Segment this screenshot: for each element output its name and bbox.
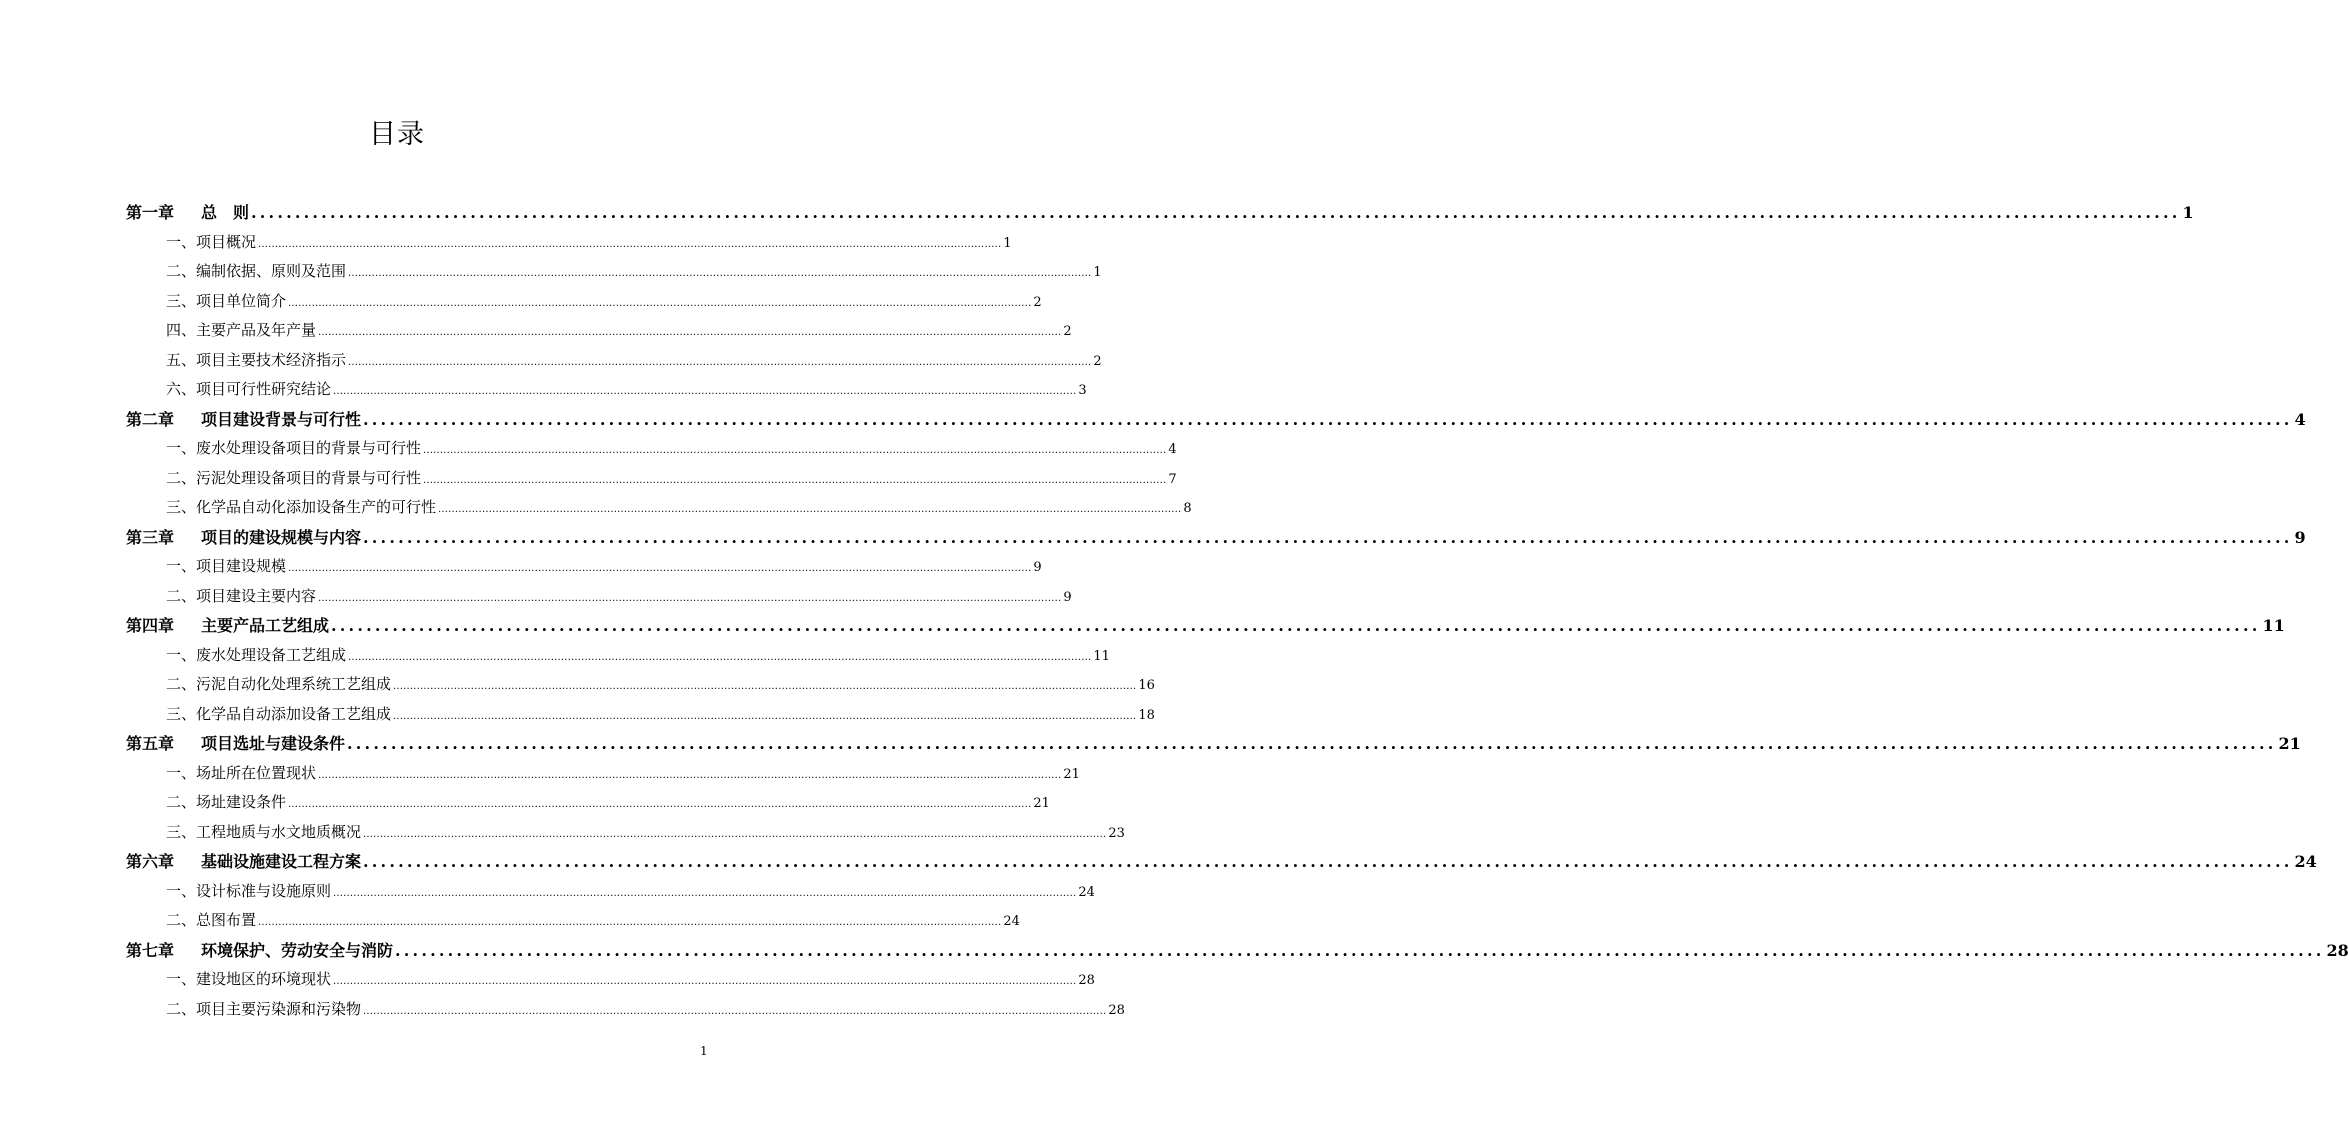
toc-chapter-entry[interactable] bbox=[126, 611, 2285, 641]
toc-chapter-number: 第六章 bbox=[126, 852, 175, 871]
toc-leader-dots: ............................................................................................................................................................................................................................ bbox=[363, 527, 2293, 547]
toc-section-entry[interactable] bbox=[126, 375, 1087, 405]
toc-entry-text: 六、项目可行性研究结论 bbox=[166, 380, 332, 398]
toc-leader-dots: ............................................................................................................................................................................................................................ bbox=[331, 616, 2261, 635]
toc-page-number: 2 bbox=[1063, 324, 1072, 339]
toc-entry-text: 一、废水处理设备工艺组成 bbox=[166, 645, 347, 664]
toc-page-number: 24 bbox=[1003, 914, 1020, 929]
toc-page-number: 18 bbox=[1138, 707, 1155, 723]
toc-entry-text: 二、总图布置 bbox=[166, 911, 257, 929]
toc-page-number: 7 bbox=[1168, 471, 1177, 487]
toc-entry-text: 三、项目单位简介 bbox=[166, 291, 287, 310]
toc-page-number: 11 bbox=[2262, 616, 2285, 635]
toc-entry-text: 三、化学品自动添加设备工艺组成 bbox=[166, 704, 392, 723]
toc-section-entry[interactable] bbox=[126, 228, 1012, 258]
toc-leader-dots: ............................................................................................................................................................................................................................ bbox=[393, 710, 1137, 722]
toc-section-entry[interactable] bbox=[126, 818, 1125, 848]
toc-entry-title bbox=[126, 523, 361, 553]
toc-entry-title bbox=[126, 847, 361, 877]
toc-entry-title bbox=[166, 818, 361, 848]
toc-section-entry[interactable] bbox=[126, 965, 1095, 995]
toc-entry-text: 二、污泥处理设备项目的背景与可行性 bbox=[166, 468, 422, 487]
toc-entry-text: 二、项目建设主要内容 bbox=[166, 586, 317, 605]
toc-chapter-entry[interactable] bbox=[126, 847, 2317, 877]
toc-page-number: 28 bbox=[2326, 940, 2349, 960]
toc-section-entry[interactable] bbox=[126, 582, 1072, 612]
toc-entry-text: 总 则 bbox=[201, 203, 250, 222]
toc-page-number: 9 bbox=[2294, 527, 2306, 547]
toc-entry-title bbox=[126, 405, 361, 435]
toc-entry-text: 二、场址建设条件 bbox=[166, 793, 287, 811]
toc-entry-title bbox=[166, 375, 331, 405]
page-title: 目录 bbox=[369, 119, 425, 150]
toc-page-number: 9 bbox=[1063, 589, 1072, 605]
toc-leader-dots: ............................................................................................................................................................................................................................ bbox=[347, 734, 2277, 753]
toc-entry-text: 二、编制依据、原则及范围 bbox=[166, 262, 347, 280]
toc-entry-text: 一、建设地区的环境现状 bbox=[166, 970, 332, 988]
toc-leader-dots: ............................................................................................................................................................................................................................ bbox=[423, 445, 1167, 456]
toc-leader-dots: ............................................................................................................................................................................................................................ bbox=[333, 386, 1077, 397]
toc-entry-title bbox=[166, 906, 256, 936]
toc-entry-title bbox=[166, 228, 256, 258]
toc-chapter-entry[interactable] bbox=[126, 198, 2194, 228]
toc-page-number: 4 bbox=[2294, 409, 2306, 429]
toc-page-number: 11 bbox=[1093, 648, 1110, 664]
toc-section-entry[interactable] bbox=[126, 700, 1155, 730]
toc-leader-dots: ............................................................................................................................................................................................................................ bbox=[333, 887, 1077, 899]
toc-entry-text: 一、项目概况 bbox=[166, 232, 257, 251]
toc-entry-title bbox=[166, 965, 331, 995]
toc-leader-dots: ............................................................................................................................................................................................................................ bbox=[348, 268, 1092, 279]
toc-entry-text: 二、污泥自动化处理系统工艺组成 bbox=[166, 675, 392, 693]
toc-page-number: 24 bbox=[1078, 884, 1095, 900]
toc-leader-dots: ............................................................................................................................................................................................................................ bbox=[258, 238, 1002, 250]
toc-entry-title bbox=[166, 434, 421, 464]
toc-section-entry[interactable] bbox=[126, 670, 1155, 700]
toc-section-entry[interactable] bbox=[126, 464, 1177, 494]
toc-entry-text: 项目选址与建设条件 bbox=[201, 734, 346, 753]
toc-page-number: 16 bbox=[1138, 678, 1155, 693]
toc-leader-dots: ............................................................................................................................................................................................................................ bbox=[333, 976, 1077, 987]
toc-page-number: 1 bbox=[2182, 203, 2194, 222]
toc-chapter-number: 第一章 bbox=[126, 203, 175, 222]
toc-leader-dots: ............................................................................................................................................................................................................................ bbox=[363, 409, 2293, 429]
toc-entry-title bbox=[166, 995, 361, 1025]
toc-page-number: 21 bbox=[1033, 796, 1050, 811]
toc-chapter-number: 第五章 bbox=[126, 734, 175, 753]
toc-section-entry[interactable] bbox=[126, 641, 1110, 671]
toc-section-entry[interactable] bbox=[126, 788, 1050, 818]
toc-leader-dots: ............................................................................................................................................................................................................................ bbox=[318, 769, 1062, 781]
toc-chapter-entry[interactable] bbox=[126, 523, 2306, 553]
toc-chapter-number: 第七章 bbox=[126, 940, 175, 960]
toc-entry-title bbox=[166, 493, 436, 523]
toc-page-number: 3 bbox=[1078, 383, 1087, 398]
toc-leader-dots: ............................................................................................................................................................................................................................ bbox=[288, 799, 1032, 810]
toc-page-number: 9 bbox=[1033, 560, 1042, 575]
toc-section-entry[interactable] bbox=[126, 995, 1125, 1025]
toc-entry-text: 一、项目建设规模 bbox=[166, 557, 287, 575]
toc-entry-text: 项目建设背景与可行性 bbox=[201, 409, 362, 429]
toc-entry-text: 主要产品工艺组成 bbox=[201, 616, 330, 635]
toc-leader-dots: ............................................................................................................................................................................................................................ bbox=[393, 681, 1137, 692]
toc-chapter-entry[interactable] bbox=[126, 729, 2301, 759]
toc-entry-text: 一、废水处理设备项目的背景与可行性 bbox=[166, 439, 422, 457]
toc-leader-dots: ............................................................................................................................................................................................................................ bbox=[363, 1005, 1107, 1017]
toc-page-number: 24 bbox=[2294, 852, 2317, 871]
toc-leader-dots: ............................................................................................................................................................................................................................ bbox=[288, 563, 1032, 574]
toc-entry-title bbox=[166, 641, 346, 671]
toc-entry-text: 四、主要产品及年产量 bbox=[166, 321, 317, 339]
toc-entry-title bbox=[166, 582, 316, 612]
toc-entry-title bbox=[166, 287, 286, 317]
toc-entry-text: 基础设施建设工程方案 bbox=[201, 852, 362, 871]
toc-leader-dots: ............................................................................................................................................................................................................................ bbox=[438, 504, 1182, 515]
toc-page-number: 4 bbox=[1168, 442, 1177, 457]
toc-section-entry[interactable] bbox=[126, 493, 1192, 523]
toc-leader-dots: ............................................................................................................................................................................................................................ bbox=[258, 917, 1002, 928]
toc-section-entry[interactable] bbox=[126, 287, 1042, 317]
toc-entry-title bbox=[126, 936, 393, 966]
toc-entry-title bbox=[126, 729, 345, 759]
toc-leader-dots: ............................................................................................................................................................................................................................ bbox=[348, 356, 1092, 368]
toc-section-entry[interactable] bbox=[126, 257, 1102, 287]
toc-entry-title bbox=[166, 759, 316, 789]
toc-chapter-number: 第四章 bbox=[126, 616, 175, 635]
toc-chapter-number: 第三章 bbox=[126, 527, 175, 547]
toc-page-number: 28 bbox=[1108, 1002, 1125, 1018]
toc-entry-title bbox=[166, 700, 391, 730]
page-number: 1 bbox=[700, 1044, 708, 1058]
toc-entry-title bbox=[166, 877, 331, 907]
toc-leader-dots: ............................................................................................................................................................................................................................ bbox=[423, 474, 1167, 486]
toc-entry-text: 一、设计标准与设施原则 bbox=[166, 881, 332, 900]
toc-entry-text: 三、工程地质与水文地质概况 bbox=[166, 822, 362, 841]
toc-section-entry[interactable] bbox=[126, 552, 1042, 582]
toc-entry-title bbox=[166, 464, 421, 494]
toc-entry-text: 三、化学品自动化添加设备生产的可行性 bbox=[166, 498, 437, 516]
toc-leader-dots: ............................................................................................................................................................................................................................ bbox=[348, 651, 1092, 663]
toc-chapter-number: 第二章 bbox=[126, 409, 175, 429]
toc-leader-dots: ............................................................................................................................................................................................................................ bbox=[363, 828, 1107, 840]
toc-entry-title bbox=[166, 316, 316, 346]
toc-chapter-entry[interactable] bbox=[126, 405, 2306, 435]
toc-section-entry[interactable] bbox=[126, 906, 1020, 936]
toc-leader-dots: ............................................................................................................................................................................................................................ bbox=[395, 940, 2325, 960]
toc-entry-title bbox=[166, 257, 346, 287]
toc-leader-dots: ............................................................................................................................................................................................................................ bbox=[251, 203, 2181, 222]
toc-page-number: 2 bbox=[1093, 353, 1102, 369]
toc-leader-dots: ............................................................................................................................................................................................................................ bbox=[363, 852, 2293, 871]
toc-leader-dots: ............................................................................................................................................................................................................................ bbox=[318, 327, 1062, 338]
toc-section-entry[interactable] bbox=[126, 759, 1080, 789]
toc-entry-title bbox=[166, 552, 286, 582]
toc-entry-text: 五、项目主要技术经济指示 bbox=[166, 350, 347, 369]
toc-leader-dots: ............................................................................................................................................................................................................................ bbox=[318, 592, 1062, 604]
toc-chapter-entry[interactable] bbox=[126, 936, 2349, 966]
toc-entry-text: 二、项目主要污染源和污染物 bbox=[166, 999, 362, 1018]
toc-section-entry[interactable] bbox=[126, 316, 1072, 346]
toc-entry-title bbox=[166, 788, 286, 818]
toc-page-number: 21 bbox=[2278, 734, 2301, 753]
toc-entry-text: 项目的建设规模与内容 bbox=[201, 527, 362, 547]
toc-entry-title bbox=[126, 611, 329, 641]
table-of-contents bbox=[126, 198, 2349, 1024]
toc-section-entry[interactable] bbox=[126, 434, 1177, 464]
toc-page-number: 2 bbox=[1033, 294, 1042, 310]
toc-page-number: 23 bbox=[1108, 825, 1125, 841]
toc-entry-title bbox=[126, 198, 249, 228]
toc-page-number: 28 bbox=[1078, 973, 1095, 988]
toc-section-entry[interactable] bbox=[126, 346, 1102, 376]
toc-page-number: 8 bbox=[1183, 501, 1192, 516]
toc-page-number: 21 bbox=[1063, 766, 1080, 782]
toc-entry-title bbox=[166, 346, 346, 376]
toc-page-number: 1 bbox=[1003, 235, 1012, 251]
toc-entry-title bbox=[166, 670, 391, 700]
toc-section-entry[interactable] bbox=[126, 877, 1095, 907]
toc-leader-dots: ............................................................................................................................................................................................................................ bbox=[288, 297, 1032, 309]
toc-entry-text: 一、场址所在位置现状 bbox=[166, 763, 317, 782]
toc-entry-text: 环境保护、劳动安全与消防 bbox=[201, 940, 394, 960]
toc-page-number: 1 bbox=[1093, 265, 1102, 280]
